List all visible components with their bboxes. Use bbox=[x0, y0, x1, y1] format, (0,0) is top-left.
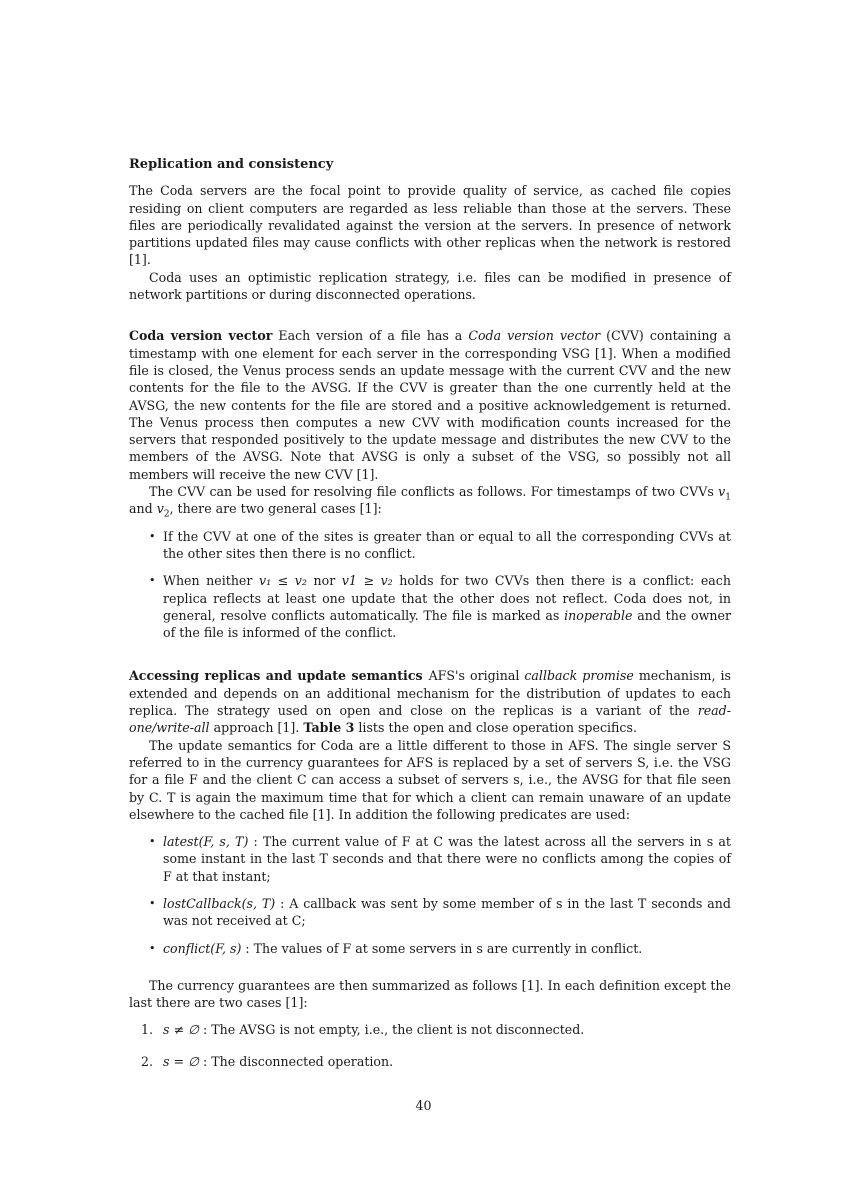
run-in-heading-replicas: Accessing replicas and update semantics bbox=[129, 668, 423, 684]
list-number: 1. bbox=[141, 1022, 154, 1038]
bullet-icon: • bbox=[149, 941, 156, 955]
paragraph-replicas: Accessing replicas and update semantics AFS's original callback promise mechanism, is extended and depends on an additional mechanism for the distribution of updates to each replica. The strategy used on open and close on the replicas is a variant of the read-one/write-all approach [1]. Table 3 lists the open and close operation specifics. bbox=[129, 668, 731, 736]
predicate-name: lostCallback(s, T) bbox=[163, 895, 276, 911]
list-item: 1. s ≠ ∅ : The AVSG is not empty, i.e., the client is not disconnected. bbox=[141, 1022, 585, 1038]
list-item: 2. s = ∅ : The disconnected operation. bbox=[141, 1053, 394, 1069]
list-item: • conflict(F, s) : The values of F at some servers in s are currently in conflict. bbox=[149, 940, 643, 956]
emphasis: read-one/write-all bbox=[129, 703, 731, 736]
emphasis: inoperable bbox=[564, 607, 633, 623]
list-item: • latest(F, s, T) : The current value of F at C was the latest across all the servers in s at some instant in the last T seconds and that there were no conflicts among the copies of F at that instant; bbox=[149, 834, 731, 884]
paragraph: The currency guarantees are then summarized as follows [1]. In each definition except the last there are two cases [1]: bbox=[129, 977, 731, 1011]
math-expression: s ≠ ∅ bbox=[163, 1022, 199, 1038]
list-item: • If the CVV at one of the sites is greater than or equal to all the corresponding CVVs at the other sites then there is no conflict. bbox=[149, 528, 731, 561]
paragraph: Coda uses an optimistic replication strategy, i.e. files can be modified in presence of network partitions or during disconnected operations. bbox=[129, 269, 731, 303]
paragraph: The Coda servers are the focal point to provide quality of service, as cached file copies residing on client computers are regarded as less reliable than those at the servers. These files are periodically revalidated against the version at the servers. In presence of network partitions updated files may cause conflicts with other replicas when the network is restored [1]. bbox=[129, 183, 731, 268]
list-number: 2. bbox=[141, 1053, 154, 1069]
emphasis: Coda version vector bbox=[468, 328, 601, 344]
math-expression: s = ∅ bbox=[163, 1053, 199, 1069]
run-in-heading-cvv: Coda version vector bbox=[129, 328, 273, 344]
math-expression: v1 ≥ v₂ bbox=[341, 573, 393, 589]
bullet-icon: • bbox=[149, 529, 156, 543]
bullet-icon: • bbox=[149, 896, 156, 910]
table-reference: Table 3 bbox=[303, 720, 355, 736]
predicate-name: latest(F, s, T) bbox=[163, 834, 249, 850]
bullet-list-conflicts bbox=[129, 528, 731, 642]
list-item: • lostCallback(s, T) : A callback was sent by some member of s in the last T seconds and was not received at C; bbox=[149, 895, 731, 929]
bullet-list-predicates bbox=[129, 833, 731, 957]
bullet-icon: • bbox=[149, 574, 156, 588]
list-item: • When neither v₁ ≤ v₂ nor v1 ≥ v₂ holds for two CVVs then there is a conflict: each replica reflects at least one update that the other does not reflect. Coda does not, in general, resolve conflicts automatically. The file is marked as inoperable and the owner of the file is informed of the conflict. bbox=[149, 573, 731, 641]
page-number: 40 bbox=[415, 1098, 432, 1113]
bullet-icon: • bbox=[149, 835, 156, 849]
section-heading: Replication and consistency bbox=[129, 157, 334, 172]
emphasis: callback promise bbox=[524, 668, 634, 684]
predicate-name: conflict(F, s) bbox=[163, 940, 242, 956]
paragraph: The update semantics for Coda are a little different to those in AFS. The single server S referred to in the currency guarantees for AFS is replaced by a set of servers S, i.e. the VSG for a file F and the client C can access a subset of servers s, i.e., the AVSG for that file seen by C. T is again the maximum time that for which a client can remain unaware of an update elsewhere to the cached file [1]. In addition the following predicates are used: bbox=[129, 737, 731, 822]
paragraph-cvv: Coda version vector Each version of a file has a Coda version vector (CVV) containing a timestamp with one element for each server in the corresponding VSG [1]. When a modified file is closed, the Venus process sends an update message with the current CVV and the new contents for the file to the AVSG. If the CVV is greater than the one currently held at the AVSG, the new contents for the file are stored and a positive acknowledgement is returned. The Venus process then computes a new CVV with modification counts increased for the servers that responded positively to the update message and distributes the new CVV to the members of the AVSG. Note that AVSG is only a subset of the VSG, so possibly not all members will receive the new CVV [1]. bbox=[129, 328, 731, 482]
document-page bbox=[129, 156, 731, 1084]
numbered-list-cases bbox=[129, 1021, 731, 1070]
paragraph: The CVV can be used for resolving file conflicts as follows. For timestamps of two CVVs $v_1$ and $v_2$, there are two general cases [1]: bbox=[129, 484, 731, 520]
math-expression: v₁ ≤ v₂ bbox=[258, 573, 307, 589]
